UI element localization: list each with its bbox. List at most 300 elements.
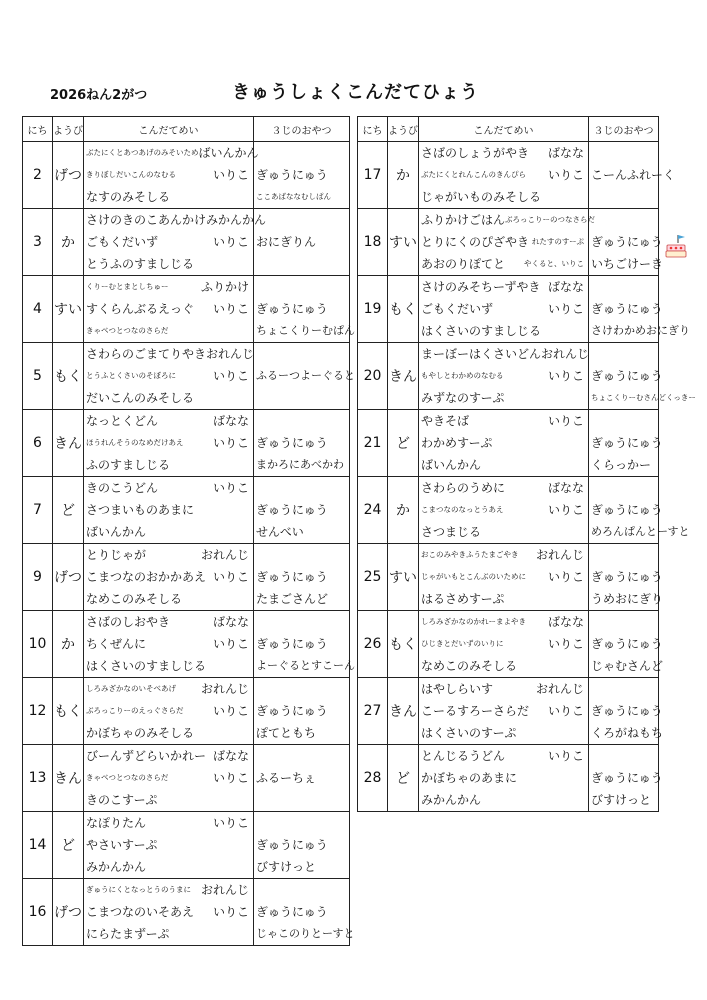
- snack-cell: [589, 544, 664, 611]
- side-item: いりこ: [547, 637, 584, 651]
- menu-line: [86, 142, 259, 164]
- snack-item: [591, 477, 656, 499]
- snack-item: じゃこのりとーすと: [256, 927, 355, 940]
- menu-line: [421, 142, 586, 164]
- side-item: いりこ: [212, 302, 249, 316]
- snack-item: [256, 745, 347, 767]
- dish-name: ふりかけごはん: [421, 213, 506, 227]
- cake-icon: [664, 233, 688, 259]
- side-item: いりこ: [212, 637, 249, 651]
- dish-name: ごもくだいず: [421, 302, 494, 316]
- day-row: [23, 142, 350, 209]
- menu-line: [421, 499, 586, 521]
- menu-line: [421, 544, 586, 566]
- snack-item: ぎゅうにゅう: [591, 503, 663, 517]
- dish-name: こまつなのなっとうあえ: [421, 505, 504, 514]
- side-item: [249, 722, 251, 744]
- snack-cell: [589, 343, 696, 410]
- day-row: [358, 611, 659, 678]
- dish-name: きのこうどん: [86, 481, 159, 495]
- snack-item: [256, 678, 347, 700]
- day-row: [358, 544, 659, 611]
- snack-item: [256, 209, 347, 231]
- day-number: 7: [23, 477, 53, 544]
- dish-name: なぽりたん: [86, 816, 147, 830]
- side-item: ぶろっこりーのつなさらだ: [505, 215, 596, 224]
- menu-line: [86, 566, 251, 588]
- dish-name: なすのみそしる: [86, 190, 171, 204]
- menu-line: [421, 678, 586, 700]
- snack-cell: [589, 477, 690, 544]
- day-row: [358, 477, 659, 544]
- snack-item: ぎゅうにゅう: [591, 704, 663, 718]
- side-item: ばなな: [212, 615, 249, 629]
- menu-line: [86, 856, 251, 878]
- side-item: おれんじ: [541, 347, 590, 361]
- dish-name: もやしとわかめのなむる: [421, 371, 504, 380]
- side-item: いりこ: [212, 481, 249, 495]
- menu-cell: [84, 879, 254, 946]
- day-row: [23, 544, 350, 611]
- day-row: [23, 879, 350, 946]
- menu-cell: [84, 745, 254, 812]
- page-title: きゅうしょくこんだてひょう: [232, 82, 479, 103]
- dish-name: まーぼーはくさいどん: [421, 347, 542, 361]
- menu-line: [86, 276, 251, 298]
- side-item: [584, 454, 586, 476]
- day-number: 9: [23, 544, 53, 611]
- dish-name: ごもくだいず: [86, 235, 159, 249]
- weekday: もく: [388, 276, 419, 343]
- day-row: [23, 745, 350, 812]
- menu-line: [421, 789, 586, 811]
- snack-item: [256, 253, 347, 275]
- dish-name: すくらんぶるえっぐ: [86, 302, 195, 316]
- dish-name: だいこんのみそしる: [86, 391, 195, 405]
- snack-item: [591, 745, 656, 767]
- dish-name: わかめすーぷ: [421, 436, 493, 450]
- weekday: げつ: [53, 544, 84, 611]
- dish-name: かぼちゃのみそしる: [86, 726, 195, 740]
- side-item: ばなな: [547, 280, 584, 294]
- menu-line: [86, 722, 251, 744]
- dish-name: はくさいのすーぷ: [421, 726, 517, 740]
- dish-name: ほうれんそうのなめだけあえ: [86, 438, 184, 447]
- dish-name: くりーむとまとしちゅー: [86, 282, 169, 291]
- menu-line: [421, 320, 586, 342]
- menu-line: [86, 789, 251, 811]
- menu-line: [86, 164, 251, 186]
- dish-name: びーんずどらいかれー: [86, 749, 207, 763]
- snack-item: いちごけーき: [591, 257, 664, 271]
- snack-item: [591, 611, 656, 633]
- menu-line: [421, 209, 596, 231]
- menu-line: [86, 320, 251, 342]
- day-number: 20: [358, 343, 388, 410]
- dish-name: なっとくどん: [86, 414, 159, 428]
- dish-name: あおのりぽてと: [421, 257, 506, 271]
- weekday: ど: [388, 745, 419, 812]
- side-item: いりこ: [212, 570, 249, 584]
- side-item: [584, 767, 586, 789]
- dish-name: さけのきのこあんかけ: [86, 213, 207, 227]
- menu-line: [421, 745, 586, 767]
- side-item: [584, 588, 586, 610]
- menu-cell: [84, 276, 254, 343]
- side-item: ばなな: [547, 481, 584, 495]
- day-number: 28: [358, 745, 388, 812]
- snack-cell: [589, 410, 663, 477]
- dish-name: やさいすーぷ: [86, 838, 158, 852]
- snack-cell: [254, 879, 355, 946]
- snack-item: よーぐるとすこーん: [256, 659, 355, 672]
- menu-line: [86, 410, 251, 432]
- snack-cell: [254, 745, 350, 812]
- month-label: 2026ねん2がつ: [50, 88, 148, 103]
- header-snack: ３じのおやつ: [254, 117, 350, 142]
- menu-line: [86, 298, 251, 320]
- side-item: [584, 521, 586, 543]
- snack-item: ぎゅうにゅう: [256, 637, 328, 651]
- menu-line: [421, 387, 586, 409]
- weekday: か: [388, 477, 419, 544]
- dish-name: なめこのみそしる: [86, 592, 183, 606]
- snack-item: [591, 186, 656, 208]
- header-menu: こんだてめい: [419, 117, 589, 142]
- menu-line: [86, 633, 251, 655]
- dish-name: きゃべつとつなのさらだ: [86, 326, 169, 335]
- snack-item: [591, 410, 656, 432]
- dish-name: おこのみやきふうたまごやき: [421, 550, 519, 559]
- day-number: 18: [358, 209, 388, 276]
- menu-line: [86, 901, 251, 923]
- snack-item: [591, 343, 656, 365]
- dish-name: さばのしょうがやき: [421, 146, 530, 160]
- side-item: おれんじ: [200, 548, 249, 562]
- menu-line: [421, 722, 586, 744]
- dish-name: ばいんかん: [421, 458, 482, 472]
- weekday: すい: [388, 544, 419, 611]
- menu-cell: [84, 544, 254, 611]
- side-item: いりこ: [547, 570, 584, 584]
- menu-line: [86, 253, 251, 275]
- menu-cell: [419, 544, 589, 611]
- side-item: [249, 923, 251, 945]
- dish-name: みずなのすーぷ: [421, 391, 505, 405]
- weekday: げつ: [53, 142, 84, 209]
- side-item: いりこ: [212, 235, 249, 249]
- menu-cell: [84, 678, 254, 745]
- snack-item: ぎゅうにゅう: [591, 570, 663, 584]
- snack-item: まかろにあべかわ: [256, 458, 344, 471]
- header-day: にち: [358, 117, 388, 142]
- dish-name: とりじゃが: [86, 548, 147, 562]
- snack-item: [591, 209, 656, 231]
- snack-item: たまごさんど: [256, 592, 329, 606]
- snack-cell: [589, 611, 664, 678]
- dish-name: はやしらいす: [421, 682, 494, 696]
- snack-item: ぽてともち: [256, 726, 317, 740]
- menu-line: [421, 566, 586, 588]
- menu-line: [86, 499, 251, 521]
- weekday: もく: [53, 678, 84, 745]
- menu-cell: [419, 745, 589, 812]
- side-item: [584, 186, 586, 208]
- snack-item: [256, 544, 347, 566]
- dish-name: きのこすーぷ: [86, 793, 158, 807]
- side-item: [249, 834, 251, 856]
- side-item: [249, 856, 251, 878]
- snack-cell: [589, 745, 663, 812]
- snack-item: [256, 343, 347, 365]
- menu-cell: [419, 410, 589, 477]
- day-row: [358, 745, 659, 812]
- weekday: もく: [388, 611, 419, 678]
- weekday: きん: [53, 745, 84, 812]
- side-item: おれんじ: [535, 682, 584, 696]
- day-number: 17: [358, 142, 388, 209]
- dish-name: とんじるうどん: [421, 749, 506, 763]
- side-item: いりこ: [547, 749, 584, 763]
- snack-item: [256, 410, 347, 432]
- menu-line: [86, 745, 251, 767]
- menu-line: [86, 879, 251, 901]
- menu-line: [86, 588, 251, 610]
- weekday: か: [53, 209, 84, 276]
- snack-item: [256, 387, 347, 409]
- side-item: [249, 499, 251, 521]
- day-number: 3: [23, 209, 53, 276]
- day-number: 10: [23, 611, 53, 678]
- day-number: 16: [23, 879, 53, 946]
- menu-cell: [84, 611, 254, 678]
- side-item: いりこ: [547, 369, 584, 383]
- day-number: 24: [358, 477, 388, 544]
- snack-item: ちょこくりーむぱん: [256, 324, 355, 337]
- dish-name: はくさいのすましじる: [421, 324, 542, 338]
- menu-line: [86, 834, 251, 856]
- day-row: [23, 276, 350, 343]
- day-number: 21: [358, 410, 388, 477]
- side-item: おれんじ: [200, 682, 249, 696]
- side-item: おれんじ: [535, 548, 584, 562]
- menu-line: [86, 454, 251, 476]
- snack-item: ぎゅうにゅう: [256, 905, 328, 919]
- snack-item: せんべい: [256, 525, 304, 539]
- snack-item: びすけっと: [256, 860, 317, 874]
- menu-line: [421, 276, 586, 298]
- snack-item: ぎゅうにゅう: [591, 369, 663, 383]
- menu-line: [86, 432, 251, 454]
- dish-name: やきそば: [421, 414, 470, 428]
- menu-table-right: [357, 116, 696, 812]
- menu-line: [421, 186, 586, 208]
- day-number: 27: [358, 678, 388, 745]
- dish-name: さつまじる: [421, 525, 482, 539]
- dish-name: じゃがいもとこんぶのいために: [421, 572, 526, 581]
- side-item: [249, 253, 251, 275]
- day-number: 26: [358, 611, 388, 678]
- day-row: [358, 142, 659, 209]
- menu-line: [421, 633, 586, 655]
- day-number: 19: [358, 276, 388, 343]
- day-number: 12: [23, 678, 53, 745]
- day-row: [358, 343, 659, 410]
- side-item: ばいんかん: [198, 146, 259, 160]
- side-item: [249, 789, 251, 811]
- menu-table-left: [22, 116, 355, 946]
- dish-name: こーるすろーさらだ: [421, 704, 530, 718]
- menu-line: [86, 655, 251, 677]
- menu-cell: [84, 410, 254, 477]
- menu-line: [86, 209, 267, 231]
- day-number: 6: [23, 410, 53, 477]
- menu-line: [86, 365, 251, 387]
- dish-name: とうふとくさいのそぼろに: [86, 371, 176, 380]
- side-item: ばなな: [547, 146, 584, 160]
- snack-item: ぎゅうにゅう: [256, 302, 328, 316]
- weekday: か: [388, 142, 419, 209]
- side-item: [584, 722, 586, 744]
- day-row: [358, 410, 659, 477]
- menu-line: [421, 298, 586, 320]
- side-item: [584, 655, 586, 677]
- snack-item: さけわかめおにぎり: [591, 324, 690, 337]
- dish-name: とうふのすましじる: [86, 257, 195, 271]
- snack-item: [256, 477, 347, 499]
- side-item: [584, 789, 586, 811]
- weekday: きん: [388, 678, 419, 745]
- side-item: [249, 454, 251, 476]
- side-item: [584, 320, 586, 342]
- menu-cell: [419, 611, 589, 678]
- dish-name: じゃがいものみそしる: [421, 190, 542, 204]
- snack-item: うめおにぎり: [591, 592, 664, 606]
- dish-name: こまつなのいそあえ: [86, 905, 195, 919]
- snack-cell: [254, 544, 350, 611]
- day-number: 25: [358, 544, 388, 611]
- dish-name: ふのすましじる: [86, 458, 171, 472]
- snack-item: ぎゅうにゅう: [591, 771, 663, 785]
- dish-name: なめこのみそしる: [421, 659, 518, 673]
- dish-name: さわらのごまてりやき: [86, 347, 207, 361]
- snack-item: おにぎりん: [256, 235, 317, 249]
- menu-line: [86, 544, 251, 566]
- dish-name: ぶたにくとあつあげのみそいため: [86, 148, 199, 157]
- menu-cell: [84, 209, 267, 276]
- side-item: [249, 588, 251, 610]
- snack-cell: [589, 209, 664, 276]
- menu-line: [86, 186, 251, 208]
- side-item: [249, 186, 251, 208]
- snack-cell: [254, 678, 350, 745]
- weekday: ど: [53, 812, 84, 879]
- menu-cell: [419, 276, 589, 343]
- snack-item: [591, 544, 656, 566]
- menu-line: [421, 164, 586, 186]
- menu-line: [86, 700, 251, 722]
- snack-item: ふるーちぇ: [256, 771, 317, 785]
- snack-item: ちょこくりーむさんどくっきー: [591, 393, 696, 402]
- day-row: [23, 812, 350, 879]
- snack-item: ぎゅうにゅう: [591, 302, 663, 316]
- weekday: げつ: [53, 879, 84, 946]
- snack-item: めろんぱんとーすと: [591, 525, 690, 538]
- dish-name: ぎゅうにくとなっとうのうまに: [86, 885, 191, 894]
- day-row: [23, 343, 350, 410]
- snack-item: ぎゅうにゅう: [256, 570, 328, 584]
- snack-item: ぎゅうにゅう: [591, 235, 663, 249]
- header-snack: ３じのおやつ: [589, 117, 659, 142]
- dish-name: しろみざかなのかれーまよやき: [421, 617, 526, 626]
- dish-name: ひじきとだいずのいりに: [421, 639, 504, 648]
- menu-line: [421, 432, 586, 454]
- dish-name: ぶたにくとれんこんのきんぴら: [421, 170, 526, 179]
- side-item: [584, 387, 586, 409]
- menu-line: [421, 410, 586, 432]
- dish-name: さつまいものあまに: [86, 503, 195, 517]
- menu-line: [86, 767, 251, 789]
- dish-name: さばのしおやき: [86, 615, 171, 629]
- dish-name: かぼちゃのあまに: [421, 771, 518, 785]
- menu-line: [86, 387, 251, 409]
- day-number: 2: [23, 142, 53, 209]
- menu-line: [86, 343, 255, 365]
- menu-line: [86, 812, 251, 834]
- menu-line: [86, 923, 251, 945]
- dish-name: はくさいのすましじる: [86, 659, 207, 673]
- weekday: きん: [53, 410, 84, 477]
- day-row: [23, 410, 350, 477]
- side-item: いりこ: [547, 414, 584, 428]
- weekday: ど: [388, 410, 419, 477]
- snack-cell: [589, 142, 676, 209]
- snack-item: [256, 789, 347, 811]
- weekday: きん: [388, 343, 419, 410]
- menu-line: [86, 611, 251, 633]
- snack-item: ぎゅうにゅう: [256, 838, 328, 852]
- dish-name: ぶろっこりーのえっぐさらだ: [86, 706, 184, 715]
- side-item: いりこ: [212, 816, 249, 830]
- side-item: おれんじ: [206, 347, 255, 361]
- snack-cell: [254, 477, 350, 544]
- snack-cell: [589, 276, 690, 343]
- menu-line: [421, 655, 586, 677]
- side-item: おれんじ: [200, 883, 249, 897]
- snack-cell: [254, 410, 350, 477]
- snack-item: ぎゅうにゅう: [256, 503, 328, 517]
- snack-item: [256, 276, 347, 298]
- snack-item: くろがねもち: [591, 726, 664, 740]
- snack-item: [256, 142, 347, 164]
- menu-line: [86, 477, 251, 499]
- weekday: すい: [388, 209, 419, 276]
- menu-cell: [419, 678, 589, 745]
- menu-line: [421, 253, 586, 275]
- side-item: ばなな: [547, 615, 584, 629]
- weekday: もく: [53, 343, 84, 410]
- side-item: やくると、いりこ: [524, 259, 584, 268]
- snack-item: [256, 879, 347, 901]
- menu-cell: [419, 142, 589, 209]
- header-weekday: ようび: [53, 117, 84, 142]
- dish-name: しろみざかなのいそべあげ: [86, 684, 176, 693]
- day-row: [358, 209, 659, 276]
- snack-item: [591, 276, 656, 298]
- snack-item: ぎゅうにゅう: [256, 168, 328, 182]
- menu-line: [86, 678, 251, 700]
- menu-line: [421, 343, 590, 365]
